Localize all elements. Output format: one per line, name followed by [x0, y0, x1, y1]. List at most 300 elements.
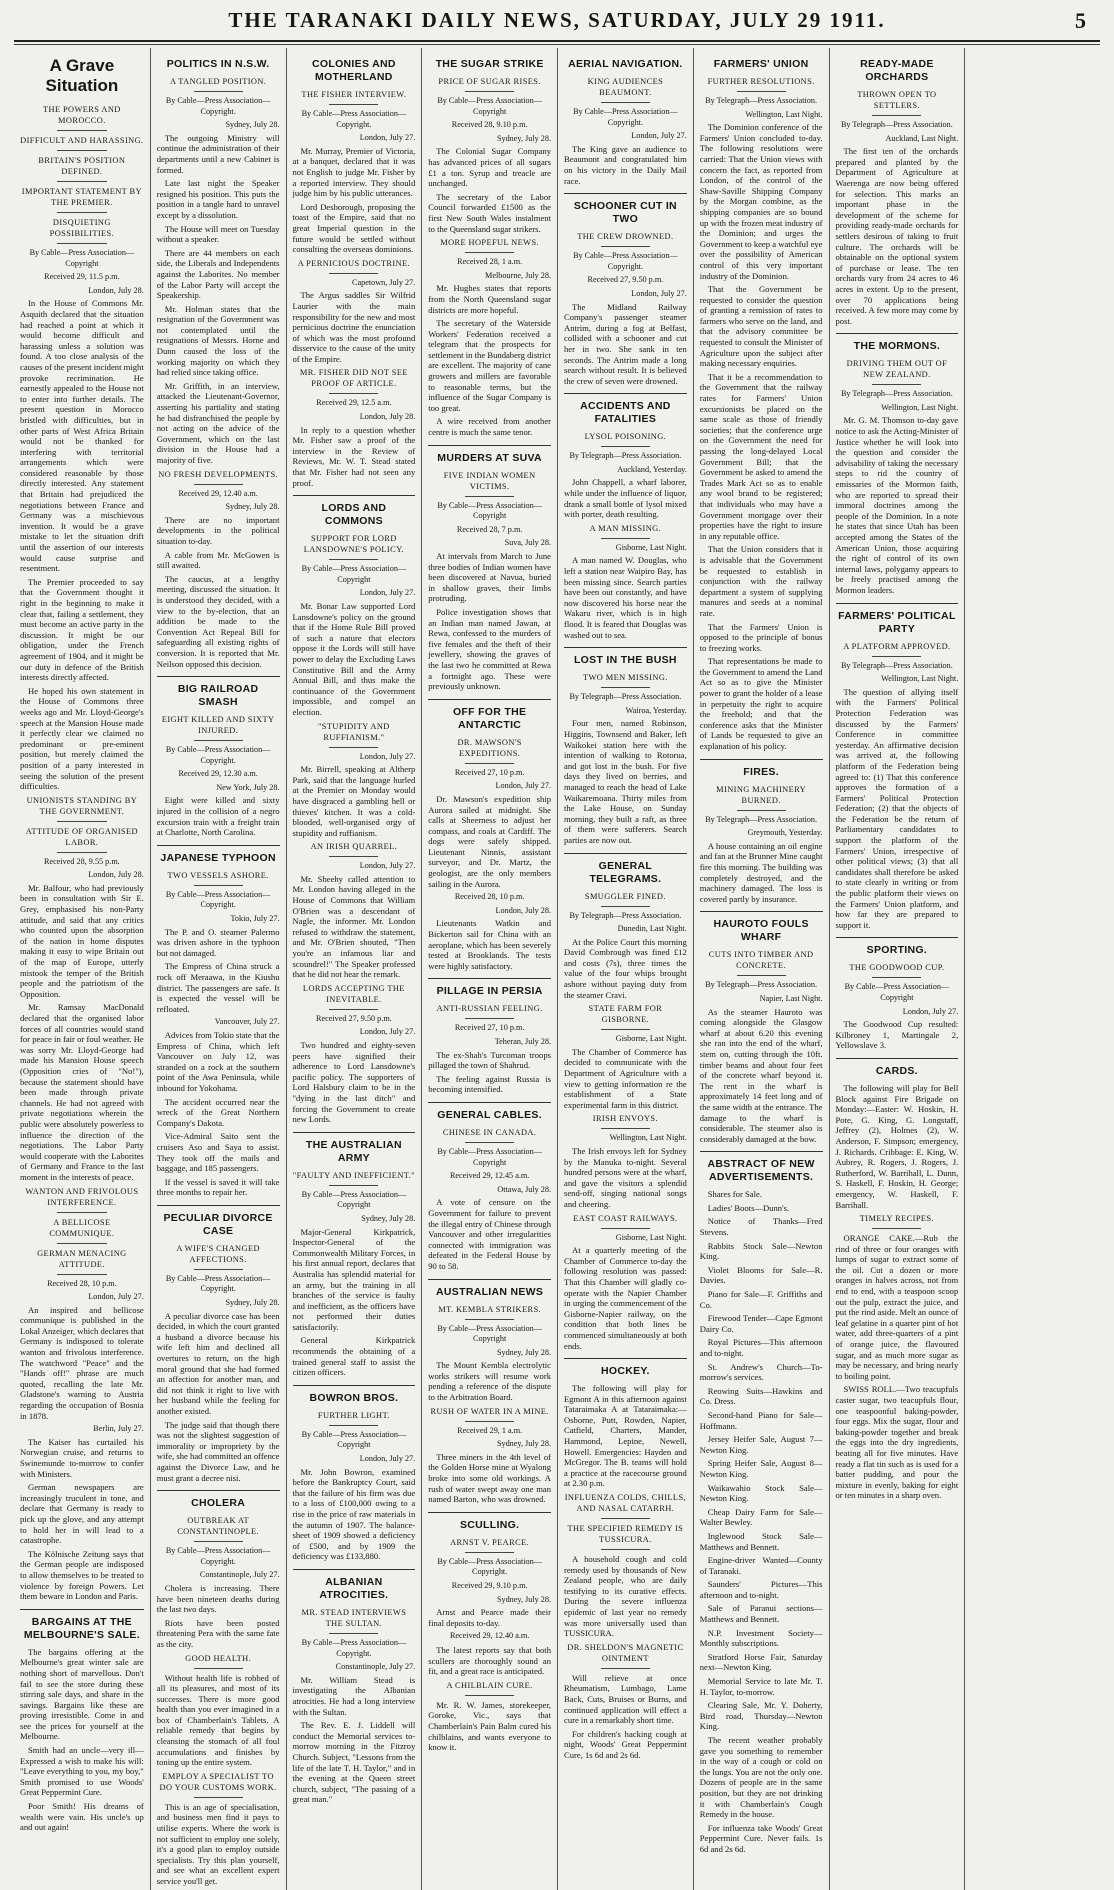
dateline: Auckland, Yesterday.: [617, 464, 687, 474]
body-paragraph: The Mount Kembla electrolytic works strikers will resume work pending a reference of the dispute to the Arbitration Board.: [428, 1360, 551, 1403]
body-paragraph: ORANGE CAKE.—Rub the rind of three or four oranges with lumps of sugar to extract some of the oil. Cut a dozen or more oranges in halves across, not from end to end, with a teaspoon scoop out the pulp, extract the juice, and put the rind aside. Melt an ounce of leaf gelatine in a quarter pint of hot water, add three-quarters of a pint of orange juice, the flavoured sugar, and as much more sugar as may be necessary, and bring nearly to boiling point.: [835, 1233, 959, 1381]
article-headline: HOCKEY.: [600, 1365, 650, 1378]
short-rule: [329, 273, 378, 274]
section-divider: [157, 845, 280, 846]
body-paragraph: The caucus, at a lengthy meeting, discussed the situation. It is understood they decided, with a view to the by-election, that an addition be made to the Convention Act Repeal Bill for safeguarding all existing rights of conversion. It is reported that Mr. Neilson opposed this decision.: [156, 573, 280, 669]
byline: Received 29, 1 a.m.: [457, 1425, 523, 1435]
body-paragraph: Lieutenants Watkin and Bickerton sail for China with an aeroplane, which has been severely tested at Brooklands. The tests were highly satisfactory.: [428, 918, 551, 971]
sub-headline: DIFFICULT AND HARASSING.: [20, 136, 144, 145]
body-paragraph: Two hundred and eighty-seven peers have signified their adherence to Lord Lansdowne's pacific policy. The supporters of Lord Halsbury claim to be in the "dying in the last ditch" and forcing the Government to create new Lords.: [292, 1040, 416, 1125]
section-divider: [428, 699, 551, 700]
byline: By Cable—Press Association—Copyright: [437, 500, 542, 521]
short-rule: [194, 1269, 243, 1270]
article-headline: ALBANIAN ATROCITIES.: [319, 1575, 389, 1601]
short-rule: [601, 102, 650, 103]
body-paragraph: The accident occurred near the wreck of the Great Northern Company's Dakota.: [156, 1096, 280, 1128]
body-paragraph: The Irish envoys left for Sydney by the Manuka to-night. Several hundred persons were at the wharf, and gave the visitors a splendid send-off, singing national songs and cheering.: [564, 1146, 687, 1209]
byline: By Cable—Press Association—Copyright: [437, 96, 542, 116]
dateline: London, July 27.: [631, 131, 687, 141]
sub-headline: MR. FISHER DID NOT SEE PROOF OF ARTICLE.: [299, 368, 408, 389]
short-rule: [465, 252, 514, 253]
dateline: London, July 27.: [359, 1027, 416, 1037]
short-rule: [601, 1549, 650, 1550]
section-divider: [428, 978, 551, 979]
body-paragraph: The Empress of China struck a rock off Meraawa, in the Kiushu district. The passengers are safe. It is expected the vessel will be refloated.: [156, 961, 280, 1014]
body-paragraph: The Rev. E. J. Liddell will conduct the Memorial services to-morrow morning in the Fitzroy Church. Subject, "Lessons from the life of the late T. H. Taylor," and in the evening at the Queen street church, subject, "The passing of a great man.": [292, 1720, 416, 1805]
body-paragraph: Late last night the Speaker resigned his position. This puts the position in a tangle hard to unravel except by a dissolution.: [156, 178, 280, 220]
body-paragraph: That the Farmers' Union is opposed to the principle of bonus to freezing works.: [699, 621, 823, 653]
dateline: Berlin, July 27.: [93, 1424, 144, 1434]
body-paragraph: The P. and O. steamer Palermo was driven ashore in the typhoon but not damaged.: [156, 926, 280, 958]
byline: Received 29, 11.5 p.m.: [44, 272, 120, 282]
section-divider: [836, 937, 959, 938]
dateline: London, July 28.: [495, 905, 551, 915]
advertisement-line: Spring Heifer Sale, August 8—Newton King.: [699, 1458, 823, 1479]
section-divider: [564, 647, 687, 648]
sub-headline: EIGHT KILLED AND SIXTY INJURED.: [161, 715, 275, 736]
body-paragraph: Poor Smith! His dreams of wealth were vain. His uncle's up and out again!: [20, 1801, 144, 1833]
short-rule: [465, 1421, 514, 1422]
dateline: Wellington, Last Night.: [881, 674, 959, 684]
byline: Received 27, 9.50 p.m.: [587, 275, 664, 285]
dateline: London, July 27.: [359, 588, 416, 598]
short-rule: [329, 1009, 378, 1010]
sub-headline: LORDS ACCEPTING THE INEVITABLE.: [302, 983, 405, 1004]
section-divider: [700, 911, 823, 912]
short-rule: [737, 975, 786, 976]
article-headline: LORDS AND COMMONS: [321, 502, 387, 528]
sub-headline: CUTS INTO TIMBER AND CONCRETE.: [708, 950, 814, 971]
article-headline: A Grave Situation: [45, 56, 119, 95]
short-rule: [57, 243, 107, 244]
sub-headline: ATTITUDE OF ORGANISED LABOR.: [25, 826, 138, 847]
byline: Received 28, 1 a.m.: [457, 257, 523, 267]
sub-headline: THE FISHER INTERVIEW.: [301, 90, 407, 99]
body-paragraph: The House will meet on Tuesday without a speaker.: [156, 223, 280, 245]
sub-headline: FIVE INDIAN WOMEN VICTIMS.: [443, 470, 536, 491]
short-rule: [329, 1425, 378, 1426]
column-6: [693, 48, 829, 1890]
byline: Received 27, 10 p.m.: [454, 767, 525, 777]
body-paragraph: At the Police Court this morning David Combrough was fined £12 and costs (7s), three times the value of the four whips brought ashore without paying duty from the steamer Cravi.: [564, 936, 687, 1000]
byline: By Cable—Press Association—Copyright.: [573, 107, 678, 127]
section-divider: [293, 495, 416, 496]
sub-headline: GOOD HEALTH.: [185, 1653, 252, 1663]
body-paragraph: Mr. Griffith, in an interview, attacked the Lieutenant-Governor, asserting his partiality and stating he had disfranchised the people by not acting on the advice of the Government, which on the last division in the House had a majority of five.: [156, 380, 280, 465]
dateline: Dunedin, Last Night.: [617, 924, 687, 934]
sub-headline: A BELLICOSE COMMUNIQUE.: [49, 1217, 115, 1238]
body-paragraph: Dr. Mawson's expedition ship Aurora sailed at midnight. She calls at Sheerness to adjust her compass, and coals at Cardiff. The dogs were safely shipped. Lieutenant Ninnis, assistant surveyor, and Dr. Martz, the geologist, are the only members sailing in the Aurora.: [428, 793, 551, 889]
byline: Received 27, 9.50 p.m.: [316, 1013, 392, 1023]
byline: Received 29, 9.10 p.m.: [451, 1581, 528, 1590]
sub-headline: FURTHER LIGHT.: [317, 1410, 390, 1420]
dateline: Melbourne, July 28.: [485, 270, 551, 280]
body-paragraph: Cholera is increasing. There have been nineteen deaths during the last two days.: [156, 1582, 280, 1615]
section-divider: [564, 1358, 687, 1359]
section-divider: [564, 393, 687, 394]
short-rule: [329, 393, 378, 394]
short-rule: [601, 687, 650, 688]
sub-headline: A TANGLED POSITION.: [169, 77, 267, 86]
byline: By Telegraph—Press Association.: [840, 389, 953, 399]
dateline: Sydney, July 28.: [496, 1594, 551, 1604]
sub-headline: SMUGGLER FINED.: [584, 891, 666, 901]
short-rule: [57, 150, 107, 151]
byline: By Cable—Press Association—Copyright: [437, 1146, 542, 1167]
short-rule: [872, 384, 921, 385]
byline: By Cable—Press Association—Copyright: [437, 1323, 542, 1344]
dateline: Tokio, July 27.: [230, 914, 280, 924]
article-headline: LOST IN THE BUSH: [573, 654, 677, 667]
body-paragraph: Mr. Balfour, who had previously been in consultation with Sir E. Grey, emphasised his non-Party attitude, and said that any critics who counted upon the absorption of the nation in home disputes making it easy to wipe Britain out of the map of Europe, utterly mistook the temper of the British people and the patriotism of the Opposition.: [20, 882, 144, 999]
advertisement-line: Saunders' Pictures—This afternoon and to-night.: [699, 1579, 823, 1600]
body-paragraph: For influenza take Woods' Great Peppermint Cure. Never fails. 1s 6d and 2s 6d.: [699, 1822, 823, 1854]
advertisement-line: Waikawahio Stock Sale—Newton King.: [699, 1482, 823, 1504]
dateline: Sydney, July 28.: [225, 120, 280, 130]
dateline: New York, July 28.: [216, 782, 280, 792]
short-rule: [465, 1018, 514, 1019]
short-rule: [465, 1142, 514, 1143]
dateline: Constantinople, July 27.: [199, 1570, 280, 1580]
body-paragraph: The question of allying itself with the Farmers' Political Protection Federation was discussed by the Farmers' Conference in committee yesterday. An affirmative decision was arrived at, the following platform of the Federation being agreed to: (1) That this conference approves the formation of a Farmers' Political Protection Federation; (2) that the objects of the Federation be the return of Parliamentary candidates to support the platform of the Farmers' Union, irrespective of other political views; (3) that all candidates shall therefore be asked to state clearly in writing or from the public platform their views on the Farmers' Union platform, and how far they are prepared to support it.: [835, 686, 959, 930]
byline: Received 29, 12.40 a.m.: [178, 488, 258, 498]
sub-headline: DISQUIETING POSSIBILITIES.: [49, 218, 115, 238]
body-paragraph: A man named W. Douglas, who left a station near Waipiro Bay, has been missing since. Search parties have been out constantly, and have now discovered his horse near the Wakaru river, which is in high flood. It is feared that Douglas was washed out to sea.: [564, 555, 687, 640]
short-rule: [194, 885, 243, 886]
body-paragraph: He hoped his own statement in the House of Commons three weeks ago and Mr. Lloyd-George's speech at the Mansion House made it perfectly clear we claimed no predominant or pre-eminent position, but merely claimed the position of a party interested in seeing the solution of the present difficulties.: [20, 685, 144, 792]
section-divider: [157, 676, 280, 677]
body-paragraph: In the House of Commons Mr. Asquith declared that the situation had reached a point at which it would become difficult and harassing unless a solution was found. A too close analysis of the causes of the present incident might provoke recrimination. He earnestly appealed to the House not to enter into further details. The present question in Morocco bristled with difficulties, but in other parts of West Africa Britain would not be thanked for interfering with territorial arrangements which were considered reasonable by those directly interested. Any statement that Britain had prejudiced the negotiations between France and Germany was a mischievous invention. It would be a grave mistake to let the situation drift until the assertion of our interests would cause surprise and resentment.: [20, 298, 144, 574]
body-paragraph: An inspired and bellicose communique is published in the Lokal Anzeiger, which declares that Germany is indisposed to tolerate wanton and frivolous interference. The watchword "Peace" and the "Hands off!" phrase are much quoted, recalling the late Mr. Gladstone's warning to Austria regarding the occupation of Bosnia in 1878.: [20, 1304, 144, 1421]
short-rule: [465, 1695, 514, 1696]
short-rule: [194, 1668, 243, 1669]
article-headline: AUSTRALIAN NEWS: [436, 1285, 544, 1298]
body-paragraph: Riots have been posted threatening Pera with the same fate as the city.: [156, 1617, 280, 1649]
body-paragraph: Mr. William Stead is investigating the Albanian atrocities. He had a long interview with the Sultan.: [292, 1674, 416, 1717]
body-paragraph: The following will play for Egmont A in this afternoon against Tataraimaka A at Tataraimaka:—Osborne, Putt, Rowden, Napier, Catfield, Charters, Mander, Hammond, Lepine, Newell, Howell. Emergencies: Hayden and McGregor. The B. teams will hold a practice at the racecourse ground at 2.30 p.m.: [564, 1383, 687, 1489]
short-rule: [329, 747, 378, 748]
advertisement-line: Second-hand Piano for Sale—Hoffmann.: [699, 1409, 823, 1431]
article-headline: COLONIES AND MOTHERLAND: [312, 58, 396, 83]
sub-headline: THE CREW DROWNED.: [577, 232, 674, 242]
sub-headline: ANTI-RUSSIAN FEELING.: [436, 1004, 543, 1014]
section-divider: [293, 1569, 416, 1570]
article-headline: GENERAL TELEGRAMS.: [589, 859, 662, 885]
short-rule: [329, 1633, 378, 1634]
article-headline: POLITICS IN N.S.W.: [166, 58, 270, 70]
short-rule: [465, 91, 514, 92]
body-paragraph: The secretary of the Waterside Workers' Federation received a telegram that the prospects for settlement in the Bundaberg district are excellent. The majority of cane growers and millers are favorable to reasonable terms, but the influence of the Sugar Company is too great.: [428, 318, 551, 413]
dateline: London, July 28.: [88, 870, 144, 880]
byline: By Telegraph—Press Association.: [569, 910, 682, 920]
byline: By Cable—Press Association—Copyright.: [437, 1556, 542, 1577]
advertisement-line: Jersey Heifer Sale, August 7—Newton King.: [699, 1434, 823, 1455]
sub-headline: "FAULTY AND INEFFICIENT.": [292, 1170, 415, 1180]
short-rule: [601, 1668, 650, 1669]
article-headline: AERIAL NAVIGATION.: [568, 58, 683, 70]
dateline: London, July 28.: [359, 412, 416, 422]
column-grid: [14, 48, 1100, 1886]
article-headline: THE MORMONS.: [853, 340, 941, 353]
dateline: London, July 27.: [359, 133, 416, 143]
body-paragraph: General Kirkpatrick recommends the obtaining of a trained general staff to assist the citizen officers.: [292, 1335, 416, 1378]
byline: By Cable—Press Association—Copyright.: [165, 96, 271, 116]
body-paragraph: A peculiar divorce case has been decided, in which the court granted a husband a divorce because his wife left him and declined all overtures to return, on the high moral ground that she had formed an affection for another man, and did not think it right to live with her husband while the feeling for another existed.: [156, 1310, 280, 1416]
dateline: Wairoa, Yesterday.: [625, 705, 687, 715]
short-rule: [601, 446, 650, 447]
dateline: Teheran, July 28.: [494, 1037, 551, 1046]
column-2: [150, 48, 286, 1890]
dateline: Gisborne, Last Night.: [615, 542, 687, 552]
column-3: [286, 48, 422, 1890]
advertisement-line: Cheap Dairy Farm for Sale—Walter Bewley.: [699, 1506, 823, 1528]
body-paragraph: At a quarterly meeting of the Chamber of Commerce to-day the following resolution was passed: That this Chamber will gladly co-operate with the Napier Chamber in urging the commencement of the Gisborne-Napier railway, on the condition that both lines be commenced simultaneously at both ends.: [564, 1245, 687, 1351]
body-paragraph: Vice-Admiral Saito sent the cruisers Aso and Saya to assist. They took off the mails and baggage, and 185 passengers.: [156, 1131, 280, 1174]
advertisement-line: Inglewood Stock Sale—Matthews and Bennett.: [699, 1530, 823, 1552]
advertisement-line: Stratford Horse Fair, Saturday next—Newton King.: [699, 1651, 823, 1673]
byline: Received 29, 12.40 a.m.: [449, 1631, 530, 1641]
body-paragraph: Mr. Ramsay MacDonald declared that the organised labor forces of all countries would stand for peace in fair or foul weather. He was sorry Mr. Lloyd-George had made his Mansion House speech (Opposition cries of "No!"), because the statement should have been made through private channels. He had not agreed with private negotiations wherein the public were absolutely powerless to influence the direction of the negotiations. The Labor Party would cooperate with the Laborites of Germany and France to the last moment in the interests of peace.: [20, 1002, 144, 1182]
dateline: Capetown, July 27.: [352, 277, 416, 287]
sub-headline: LYSOL POISONING.: [584, 432, 667, 442]
dateline: London, July 27.: [631, 288, 687, 298]
sub-headline: DR. MAWSON'S EXPEDITIONS.: [457, 737, 522, 758]
sub-headline: A CHILBLAIN CURE.: [446, 1680, 533, 1690]
byline: By Telegraph—Press Association.: [705, 814, 818, 824]
byline: Received 27, 10 p.m.: [454, 1023, 525, 1033]
sub-headline: A WIFE'S CHANGED AFFECTIONS.: [176, 1243, 260, 1264]
masthead-rule: [14, 40, 1100, 42]
body-paragraph: This is an age of specialisation, and business men find it pays to utilise experts. Where the work is not sufficient to employ one solely, it's a good plan to employ outside specialists. Try this plan yourself, and see what an excellent expert service you'll get.: [156, 1801, 280, 1886]
short-rule: [465, 496, 514, 497]
body-paragraph: The Argus saddles Sir Wilfrid Laurier with the main responsibility for the new and most pernicious doctrine the enunciation of which was the most profound disservice to the cause of the unity of the Empire.: [292, 290, 416, 364]
short-rule: [465, 1319, 514, 1320]
short-rule: [329, 559, 378, 560]
sub-headline: MINING MACHINERY BURNED.: [716, 784, 807, 805]
byline: By Cable—Press Association—Copyright: [301, 1189, 407, 1210]
short-rule: [737, 810, 786, 811]
article-headline: JAPANESE TYPHOON: [160, 851, 276, 864]
masthead-rule-thin: [14, 44, 1100, 45]
short-rule: [57, 212, 107, 213]
sub-headline: PRICE OF SUGAR RISES.: [438, 77, 541, 86]
section-divider: [700, 1151, 823, 1152]
body-paragraph: Eight were killed and sixty injured in the collision of a negro excursion train with a freight train at Charlotte, North Carolina.: [156, 795, 280, 838]
byline: By Cable—Press Association—Copyright: [29, 248, 135, 268]
body-paragraph: Mr. G. M. Thomson to-day gave notice to ask the Acting-Minister of Justice whether he will look into the question and consider the advisability of taking the necessary steps to rid the country of emissaries of the Mormon faith, who are reported to spread their immoral doctrines among the people of the Dominion. In a note he states that since Utah has been accepted among the States of the American Union, those acquiring the right of control of its own internal laws, polygamy appears to be freely practised among the Mormon leaders.: [835, 415, 959, 595]
short-rule: [872, 656, 921, 657]
sub-headline: EMPLOY A SPECIALIST TO DO YOUR CUSTOMS WORK.: [159, 1771, 277, 1792]
sub-headline: THROWN OPEN TO SETTLERS.: [857, 90, 937, 110]
body-paragraph: The latest reports say that both scullers are thoroughly sound an fit, and a great race is anticipated.: [428, 1644, 551, 1677]
body-paragraph: A vote of censure on the Government for failure to prevent the illegal entry of Chinese through Vancouver and other irregularities connected with immigration was defeated in the Federal House by 90 to 58.: [428, 1197, 551, 1271]
body-paragraph: The Midland Railway Company's passenger steamer Antrim, during a fog at Belfast, collided with a schooner and cut her in two. She sank in ten seconds. The Antrim made a long search without result. It is believed the crew of seven were drowned.: [564, 301, 687, 386]
sub-headline: TWO MEN MISSING.: [582, 673, 668, 683]
short-rule: [601, 246, 650, 247]
body-paragraph: The Colonial Sugar Company has advanced prices of all sugars £1 a ton. Syrup and treacle are unchanged.: [428, 146, 551, 189]
body-paragraph: Lord Desborough, proposing the toast of the Empire, said that no great Imperial question in the future would be settled without consulting the overseas dominions.: [292, 201, 416, 255]
body-paragraph: The ex-Shah's Turcoman troops pillaged the town of Shahrud.: [428, 1049, 551, 1071]
short-rule: [57, 181, 107, 182]
body-paragraph: The King gave an audience to Beaumont and congratulated him on his victory in the Daily Mail race.: [564, 143, 687, 186]
body-paragraph: The first ten of the orchards prepared and planted by the Department of Agriculture at Waerenga are now being offered for selection. This marks an important phase in the development of the scheme for providing ready-made orchards for settlers desirous of taking to fruit culture. The orchards will be obtainable on the optional system of purchase or lease. The ten orchards vary from 24 acres to 46 acres in extent. Up to the present, over 70 applications being received. A few more may come by post.: [835, 146, 959, 326]
sub-headline: STATE FARM FOR GISBORNE.: [588, 1004, 663, 1025]
column-8: [964, 48, 1100, 1890]
byline: Received 28, 9.55 p.m.: [44, 856, 120, 866]
body-paragraph: The Dominion conference of the Farmers' Union concluded to-day. The following resolutions were carried: That the Union views with concern the fact, as reported from London, of the control of the Shaw-Saville Shipping Company by the Morgan combine, as the shipping companies are so bound up with the frozen meat industry of the Dominion; and urges the Government to keep a watchful eye over the possibility of American control of this very important industry of the Dominion.: [699, 122, 823, 281]
advertisement-line: Clearing Sale, Mr. Y. Doherty, Bird road, Thursday—Newton King.: [699, 1700, 823, 1732]
sub-headline: AN IRISH QUARREL.: [310, 842, 398, 852]
sub-headline: TIMELY RECIPES.: [859, 1214, 934, 1224]
dateline: London, July 27.: [88, 1292, 144, 1302]
short-rule: [57, 1243, 107, 1244]
section-divider: [157, 1490, 280, 1491]
body-paragraph: Mr. John Bowron, examined before the Bankruptcy Court, said that the failure of his firm was due to a loss of £100,000 owing to a rise in the price of raw materials in the autumn of 1907. The balance-sheet of 1909 showed a deficiency of £500, and by 1909 the deficiency was £133,880.: [292, 1466, 416, 1562]
body-paragraph: A wire received from another centre is much the same tenor.: [428, 416, 551, 438]
advertisement-line: Piano for Sale—F. Griffiths and Co.: [699, 1289, 823, 1310]
advertisement-line: Shares for Sale.: [707, 1189, 762, 1200]
byline: By Telegraph—Press Association.: [840, 660, 953, 670]
dateline: London, July 27.: [359, 1454, 416, 1464]
article-headline: GENERAL CABLES.: [437, 1108, 542, 1121]
short-rule: [194, 1797, 243, 1798]
short-rule: [194, 484, 243, 485]
advertisement-line: Violet Blooms for Sale—R. Davies.: [699, 1264, 823, 1286]
sub-headline: THE POWERS AND MOROCCO.: [43, 105, 121, 125]
section-divider: [293, 1132, 416, 1133]
dateline: London, July 27.: [902, 1006, 959, 1016]
body-paragraph: The recent weather probably gave you something to remember in the way of a cough or cold on the lungs. You are not the only one. Dozens of people are in the same position, but they are not drinking it with Chamberlain's Cough Remedy in the house.: [699, 1735, 823, 1820]
short-rule: [57, 852, 107, 853]
body-paragraph: Mr. Birrell, speaking at Altherp Park, said that the language hurled at the Premier on Monday would have disgraced a gambling hell or thieves' kitchen. It was a cold-blooded, well-organised orgy of stupidity and ruffianism.: [292, 764, 416, 838]
dateline: Gisborne, Last Night.: [615, 1034, 687, 1044]
article-headline: THE AUSTRALIAN ARMY: [305, 1138, 402, 1164]
article-headline: SCHOONER CUT IN TWO: [573, 200, 677, 226]
byline: By Cable—Press Association—Copyright.: [165, 1273, 271, 1294]
body-paragraph: Mr. Sheehy called attention to Mr. London having alleged in the House of Commons that William O'Brien was a descendant of Nagle, the informer. Mr. London refused to withdraw the statement, and Mr. O'Brien shouted, "Then you're an infamous liar and scoundrel!" The Speaker professed that he did not hear the remark.: [292, 873, 416, 980]
body-paragraph: That it be a recommendation to the Government that the railway rates for Farmers' Union excursionists be placed on the same scale as those of friendly societies; that the conference urge on the Government the need for passing the long-delayed Local Government Bill; that the Government be asked to amend the Trades Mark Act so as to enable any wool brand to be registered; that individuals who may have a Government mortgage over their properties have the right to insure in any reputable office.: [699, 371, 823, 541]
body-paragraph: Mr. Hughes states that reports from the North Queensland sugar districts are more hopeful.: [428, 283, 551, 315]
byline: Received 29, 12.45 a.m.: [449, 1171, 530, 1181]
dateline: Sydney, July 28.: [225, 1298, 280, 1308]
byline: By Cable—Press Association—Copyright: [844, 982, 950, 1002]
short-rule: [194, 91, 243, 92]
short-rule: [194, 1541, 243, 1542]
section-divider: [428, 1102, 551, 1103]
short-rule: [601, 1228, 650, 1229]
masthead: [0, 0, 1114, 40]
body-paragraph: The Premier proceeded to say that the Government thought it right in the beginning to make it clear that, failing a settlement, they must become an active party in the discussion. It might be our obligation, under the French agreement of 1904, and it might be our duty in defence of the British interests directly affected.: [20, 576, 144, 683]
short-rule: [465, 1552, 514, 1553]
sub-headline: A PERNICIOUS DOCTRINE.: [297, 258, 411, 268]
column-7: [829, 48, 965, 1890]
advertisement-line: St. Andrew's Church—To-morrow's services.: [699, 1361, 823, 1383]
dateline: Gisborne, Last Night.: [615, 1232, 687, 1242]
article-headline: FARMERS' POLITICAL PARTY: [838, 609, 956, 635]
section-divider: [836, 333, 959, 334]
section-divider: [428, 1512, 551, 1513]
byline: By Telegraph—Press Association.: [705, 980, 818, 990]
sub-headline: FURTHER RESOLUTIONS.: [707, 77, 815, 86]
short-rule: [465, 763, 514, 764]
body-paragraph: The Kaiser has curtailed his Norwegian cruise, and returns to Swinemunde to-morrow to confer with Ministers.: [20, 1436, 144, 1479]
advertisement-line: Royal Pictures—This afternoon and to-night.: [699, 1337, 823, 1358]
byline: By Cable—Press Association—Copyright.: [165, 889, 271, 910]
masthead-title: THE TARANAKI DAILY NEWS, SATURDAY, JULY 29 1911.: [228, 7, 886, 32]
short-rule: [601, 1518, 650, 1519]
sub-headline: INFLUENZA COLDS, CHILLS, AND NASAL CATARRH.: [564, 1493, 687, 1514]
short-rule: [872, 115, 921, 116]
body-paragraph: The secretary of the Labor Council forwarded £1500 as the first New South Wales instalment to the Queensland sugar strikers.: [428, 191, 551, 234]
body-paragraph: The judge said that though there was not the slightest suggestion of immorality or impropriety by the wife, she had committed an offence against the Divorce Law, and he must grant a decree nisi.: [156, 1419, 280, 1483]
body-paragraph: The bargains offering at the Melbourne's great winter sale are nothing short of marvellous. Don't fail to see the store during these stirring sale days, and share in the savings. Bargains like these are proving irresistible. Come in and see the prices for yourself at the Melbourne.: [20, 1646, 144, 1742]
byline: By Telegraph—Press Association.: [705, 96, 818, 105]
body-paragraph: As the steamer Hauroto was coming alongside the Glasgow wharf at about 6.20 this evening she ran into the end of the wharf, stem on, cutting through the 10ft. timber beams and about four feet of the concrete wharf beyond it. The rent in the wharf is approximately 14 feet long and of the same width at the entrance. The damage to the wharf is considerable. The steamer also is considerably damaged at the bow.: [699, 1006, 823, 1144]
column-4: [421, 48, 557, 1890]
dateline: Sydney, July 28.: [496, 1439, 551, 1449]
section-divider: [20, 1609, 144, 1610]
body-paragraph: That the Union considers that it is advisable that the Government be requested to establish in conjunction with the railway department a system of supplying manures and seeds at a nominal rate.: [699, 544, 823, 618]
dateline: Ottawa, July 28.: [497, 1184, 551, 1194]
column-5: [557, 48, 693, 1890]
dateline: Suva, July 28.: [504, 538, 551, 548]
short-rule: [601, 1128, 650, 1129]
advertisement-line: Memorial Service to late Mr. T. H. Taylor, to-morrow.: [699, 1676, 823, 1697]
byline: By Cable—Press Association—Copyright.: [165, 745, 271, 765]
body-paragraph: If the vessel is saved it will take three months to repair her.: [156, 1176, 280, 1198]
byline: By Cable—Press Association—Copyright: [301, 564, 407, 584]
body-paragraph: That representations be made to the Government to amend the Land Act so as to give the Minister power to grant the holder of a lease in perpetuity the right to acquire the freehold; and that the conference asks that the Minister of Lands be requested to give an explanation of his policy.: [699, 656, 823, 752]
section-divider: [564, 193, 687, 194]
short-rule: [601, 906, 650, 907]
body-paragraph: Without health life is robbed of all its pleasures, and most of its successes. There is more good health than you ever imagined in a box of Chamberlain's Tablets. A reliable remedy that begins by cleansing the stomach of all foul accumulations and finishes by toning up the entire system.: [156, 1672, 280, 1768]
short-rule: [601, 538, 650, 539]
advertisement-line: Rabbits Stock Sale—Newton King.: [699, 1240, 823, 1262]
short-rule: [57, 1274, 107, 1275]
article-headline: SCULLING.: [459, 1518, 520, 1531]
byline: By Cable—Press Association—Copyright.: [301, 1637, 407, 1658]
dateline: Sydney, July 28.: [496, 1347, 551, 1357]
article-headline: FIRES.: [743, 765, 779, 778]
sub-headline: BRITAIN'S POSITION DEFINED.: [38, 156, 126, 176]
dateline: London, July 28.: [88, 285, 144, 295]
body-paragraph: The Goodwood Cup resulted: Kilbroney 1, Martingale 2, Yellowslave 3.: [835, 1019, 959, 1051]
article-headline: HAUROTO FOULS WHARF: [713, 918, 809, 944]
section-divider: [836, 1058, 959, 1059]
body-paragraph: In reply to a question whether Mr. Fisher saw a proof of the interview in the Review of Reviews, Mr. W. T. Stead stated that Mr. Fisher had not seen any proof.: [292, 424, 416, 488]
article-headline: MURDERS AT SUVA: [437, 451, 542, 464]
body-paragraph: There are no important developments in the political situation to-day.: [156, 514, 280, 546]
body-paragraph: Four men, named Robinson, Higgins, Townsend and Baker, left Waikokei station here with the intention of walking to Rotorua, and got lost in the bush. For five days they lived on berries, and managed to reach the head of Lake Waikaremoana. Thirty miles from the Lake House, on Sunday morning, they built a raft, as three of them were sufferers. Search parties are now out.: [564, 718, 687, 845]
body-paragraph: The outgoing Ministry will continue the administration of their departments until a new Cabinet is formed.: [156, 132, 280, 175]
short-rule: [57, 821, 107, 822]
byline: By Cable—Press Association—Copyright.: [301, 109, 407, 129]
body-paragraph: Advices from Tokio state that the Empress of China, which left Vancouver on July 12, was stranded on a rock at the southern point of the Awa Peninsula, while inbound for Yokohama.: [156, 1029, 280, 1093]
sub-headline: RUSH OF WATER IN A MINE.: [430, 1406, 549, 1416]
sub-headline: MORE HOPEFUL NEWS.: [440, 238, 540, 248]
byline: By Cable—Press Association—Copyright.: [165, 1546, 271, 1566]
sub-headline: MR. STEAD INTERVIEWS THE SULTAN.: [301, 1607, 407, 1628]
body-paragraph: The following will play for Bell Block against Fire Brigade on Monday:—Easter: W. Hoskin, H. Pote, G. King, G. Longstaff, Jeffrey (2), Holmes (2), W. Anderson, F. Simpson; emergency, J. Richards. Cribbage: E. King, W. Aubrey, R. Rogers, J. Rogers, J. Rutherford, W. Barrihall, L. Dunn, S. Haskell, F. Hoskin, H. George; emergency, W. Haskell, F. Barrihall.: [835, 1082, 959, 1210]
advertisement-line: Reowing Suits—Hawkins and Co. Dress.: [699, 1385, 823, 1407]
article-headline: PECULIAR DIVORCE CASE: [163, 1211, 273, 1237]
article-headline: OFF FOR THE ANTARCTIC: [452, 705, 527, 731]
article-headline: BIG RAILROAD SMASH: [177, 683, 259, 709]
advertisement-line: Firewood Tender—Cape Egmont Dairy Co.: [699, 1313, 823, 1334]
dateline: Wellington, Last Night.: [881, 402, 959, 412]
body-paragraph: John Chappell, a wharf laborer, while under the influence of liquor, drank a small bottle of lysol mixed with porter, death resulting.: [564, 477, 687, 520]
section-divider: [293, 1385, 416, 1386]
